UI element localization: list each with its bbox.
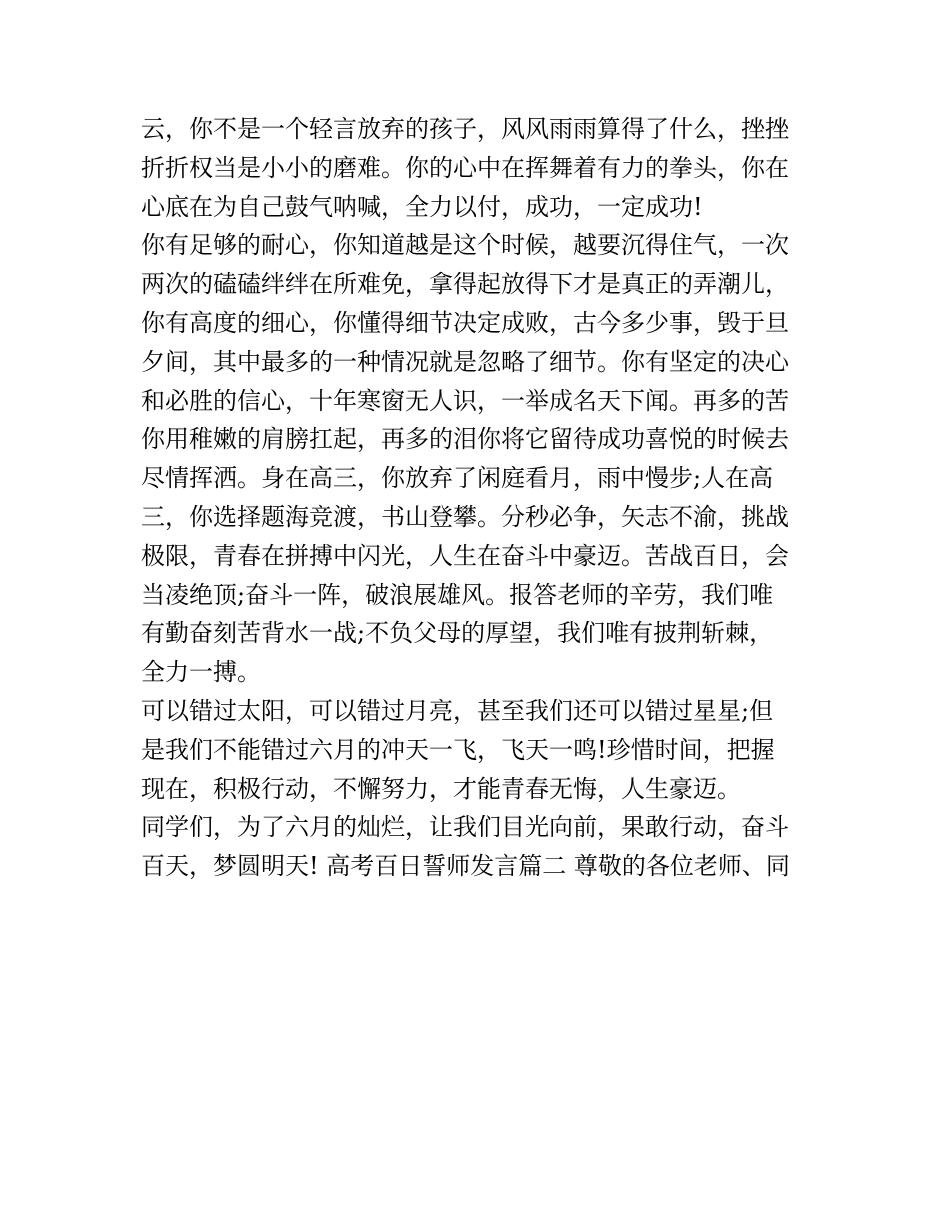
text-line: 云，你不是一个轻言放弃的孩子，风风雨雨算得了什么，挫挫 xyxy=(141,115,789,143)
text-line: 三，你选择题海竞渡，书山登攀。分秒必争，矢志不渝，挑战 xyxy=(141,502,789,531)
text-line: 你用稚嫩的肩膀扛起，再多的泪你将它留待成功喜悦的时候去 xyxy=(141,425,789,454)
text-line: 你有足够的耐心，你知道越是这个时候，越要沉得住气，一次 xyxy=(141,231,789,260)
document-body xyxy=(141,110,821,886)
text-line: 可以错过太阳，可以错过月亮，甚至我们还可以错过星星;但 xyxy=(141,696,774,725)
text-line: 同学们，为了六月的灿烂，让我们目光向前，果敢行动，奋斗 xyxy=(141,813,789,842)
text-line: 百天，梦圆明天! 高考百日誓师发言篇二 尊敬的各位老师、同 xyxy=(141,852,790,881)
text-line: 当凌绝顶;奋斗一阵，破浪展雄风。报答老师的辛劳，我们唯 xyxy=(141,580,774,609)
text-line: 心底在为自己鼓气呐喊，全力以付，成功，一定成功! xyxy=(141,192,703,221)
text-line: 折折权当是小小的磨难。你的心中在挥舞着有力的拳头，你在 xyxy=(141,153,789,182)
text-line: 两次的磕磕绊绊在所难免，拿得起放得下才是真正的弄潮儿， xyxy=(141,270,789,299)
text-line: 现在，积极行动，不懈努力，才能青春无悔，人生豪迈。 xyxy=(141,774,741,803)
text-line: 全力一搏。 xyxy=(141,658,261,687)
text-line: 有勤奋刻苦背水一战;不负父母的厚望，我们唯有披荆斩棘， xyxy=(141,619,774,648)
text-line: 和必胜的信心，十年寒窗无人识，一举成名天下闻。再多的苦 xyxy=(141,386,789,415)
text-line: 极限，青春在拼搏中闪光，人生在奋斗中豪迈。苦战百日，会 xyxy=(141,541,789,570)
text-line: 是我们不能错过六月的冲天一飞，飞天一鸣!珍惜时间，把握 xyxy=(141,735,775,764)
text-line: 尽情挥洒。身在高三，你放弃了闲庭看月，雨中慢步;人在高 xyxy=(141,464,774,493)
text-line: 夕间，其中最多的一种情况就是忽略了细节。你有坚定的决心 xyxy=(141,347,789,376)
text-line: 你有高度的细心，你懂得细节决定成败，古今多少事，毁于旦 xyxy=(141,308,789,337)
